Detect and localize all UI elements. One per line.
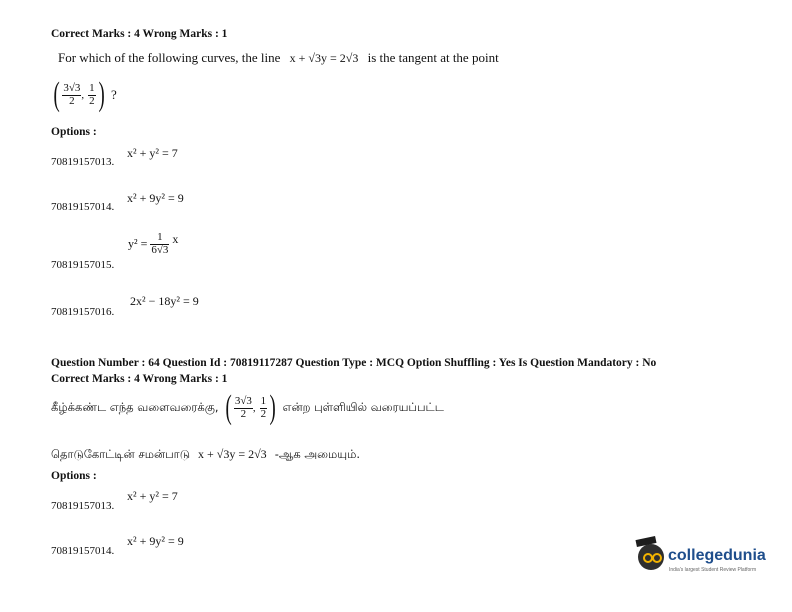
q63-option-2-id: 70819157014. (51, 201, 115, 213)
q64-option-2-expr: x² + 9y² = 9 (127, 534, 184, 548)
q63-point-x-den: 2 (69, 95, 75, 107)
q63-point-y-num: 1 (89, 82, 95, 94)
q64-tamil-text-2b: -ஆக அமையும். (274, 447, 361, 461)
q63-option-4-id: 70819157016. (51, 306, 115, 318)
logo-tagline: India's largest Student Review Platform (669, 567, 757, 573)
q63-option-2-expr: x² + 9y² = 9 (127, 191, 184, 205)
q63-options-label: Options : (51, 126, 97, 138)
q63-point: ( $\frac{3√3}{2}$ , $\frac{1}{2}$ ) ? (53, 76, 117, 113)
q64-tamil-text-1a: கீழ்க்கண்ட எந்த வளைவரைக்கு, (51, 400, 219, 414)
q64-tamil-text-2a: தொடுகோட்டின் சமன்பாடு (51, 447, 190, 461)
q63-option-3-rhs: x (172, 232, 179, 246)
collegedunia-logo-icon (638, 544, 664, 570)
q63-option-3-num: 1 (150, 232, 169, 245)
q63-marks: Correct Marks : 4 Wrong Marks : 1 (51, 28, 228, 40)
q63-text-after: is the tangent at the point (367, 50, 499, 65)
q64-tamil-text-1b: என்ற புள்ளியில் வரையப்பட்ட (282, 400, 444, 414)
q63-point-y-den: 2 (89, 95, 95, 107)
q63-option-3-id: 70819157015. (51, 259, 115, 271)
q64-option-2-id: 70819157014. (51, 545, 115, 557)
logo-name: collegedunia (668, 547, 766, 564)
q64-question-line-2 (51, 445, 360, 463)
q64-question-line-1: கீழ்க்கண்ட எந்த வளைவரைக்கு, ( $\frac{3√3}{2}$ , $\frac{1}{2}$ ) என்ற புள்ளியில் வரையப்பட்ட (51, 389, 444, 426)
q64-option-1-id: 70819157013. (51, 500, 115, 512)
q63-question-text (58, 50, 499, 66)
q63-option-1-id: 70819157013. (51, 156, 115, 168)
q63-line-equation: x + √3y = 2√3 (289, 51, 359, 65)
q64-point-x-num: 3√3 (234, 395, 252, 407)
q64-header: Question Number : 64 Question Id : 70819117287 Question Type : MCQ Option Shuffling : Yes Is Question Mandatory : No (51, 357, 657, 369)
q63-option-3-den: 6√3 (151, 244, 169, 256)
q63-option-1-expr: x² + y² = 7 (127, 146, 178, 160)
q64-point-y-num: 1 (260, 395, 267, 407)
q64-options-label: Options : (51, 470, 97, 482)
q63-option-3-expr (128, 232, 178, 256)
q64-option-1-expr: x² + y² = 7 (127, 489, 178, 503)
q64-point-x-den: 2 (240, 408, 247, 420)
q64-marks: Correct Marks : 4 Wrong Marks : 1 (51, 373, 228, 385)
q64-line-equation: x + √3y = 2√3 (197, 447, 267, 461)
q63-option-4-expr: 2x² − 18y² = 9 (130, 294, 199, 308)
q64-point-y-den: 2 (260, 408, 267, 420)
q63-point-x-num: 3√3 (63, 82, 81, 94)
q63-question-mark: ? (110, 87, 117, 102)
q63-option-3-lhs: y² = (128, 236, 148, 251)
q63-text-before: For which of the following curves, the line (58, 50, 281, 65)
